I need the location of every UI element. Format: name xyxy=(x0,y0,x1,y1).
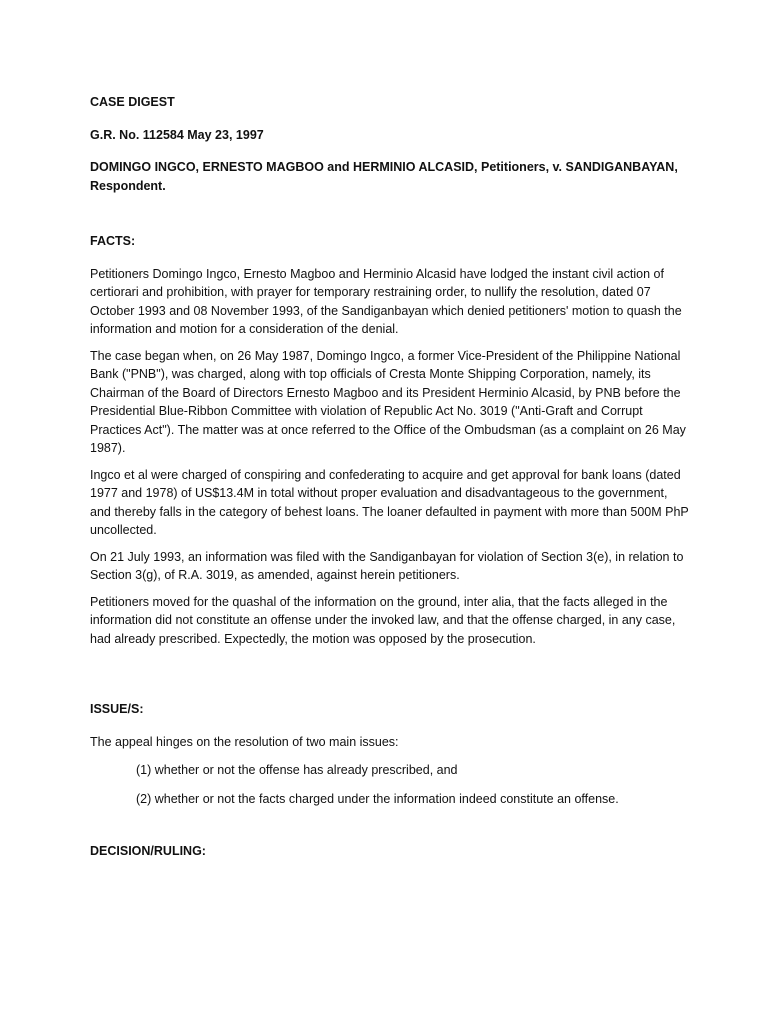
facts-paragraph-2: The case began when, on 26 May 1987, Domingo Ingco, a former Vice-President of the Philippine National Bank ("PNB"), was charged, along with top officials of Cresta Monte Shipping Corporation, namely, its Chairman of the Board of Directors Ernesto Magboo and its President Herminio Alcasid, by PNB before the Presidential Blue-Ribbon Committee with violation of Republic Act No. 3019 ("Anti-Graft and Corrupt Practices Act"). The matter was at once referred to the Office of the Ombudsman (as a complaint on 26 May 1987). xyxy=(90,348,686,455)
document-body xyxy=(90,93,690,861)
case-digest-heading: CASE DIGEST xyxy=(90,95,175,109)
facts-paragraph-3: Ingco et al were charged of conspiring and confederating to acquire and get approval for bank loans (dated 1977 and 1978) of US$13.4M in total without proper evaluation and disadvantageous to the government, and thereby falls in the category of behest loans. The loaner defaulted in payment with more than 500M PhP uncollected. xyxy=(90,467,689,537)
issues-intro: The appeal hinges on the resolution of two main issues: xyxy=(90,734,399,749)
facts-paragraph-5: Petitioners moved for the quashal of the information on the ground, inter alia, that the facts alleged in the information did not constitute an offense under the invoked law, and that the offense charged, in any case, had already prescribed. Expectedly, the motion was opposed by the prosecution. xyxy=(90,594,676,646)
facts-paragraph-4: On 21 July 1993, an information was filed with the Sandiganbayan for violation of Section 3(e), in relation to Section 3(g), of R.A. 3019, as amended, against herein petitioners. xyxy=(90,549,684,582)
case-parties: DOMINGO INGCO, ERNESTO MAGBOO and HERMINIO ALCASID, Petitioners, v. SANDIGANBAYAN, Respondent. xyxy=(90,160,678,193)
facts-paragraph-1: Petitioners Domingo Ingco, Ernesto Magboo and Herminio Alcasid have lodged the instant civil action of certiorari and prohibition, with prayer for temporary restraining order, to nullify the resolution, dated 07 October 1993 and 08 November 1993, of the Sandiganbayan which denied petitioners' motion to quash the information and motion for a consideration of the denial. xyxy=(90,266,682,336)
case-number: G.R. No. 112584 May 23, 1997 xyxy=(90,127,264,142)
issues-heading: ISSUE/S: xyxy=(90,702,144,716)
issue-item-2: (2) whether or not the facts charged under the information indeed constitute an offense. xyxy=(136,791,619,806)
decision-heading: DECISION/RULING: xyxy=(90,844,206,858)
issue-item-1: (1) whether or not the offense has already prescribed, and xyxy=(136,763,458,777)
facts-heading: FACTS: xyxy=(90,234,136,248)
